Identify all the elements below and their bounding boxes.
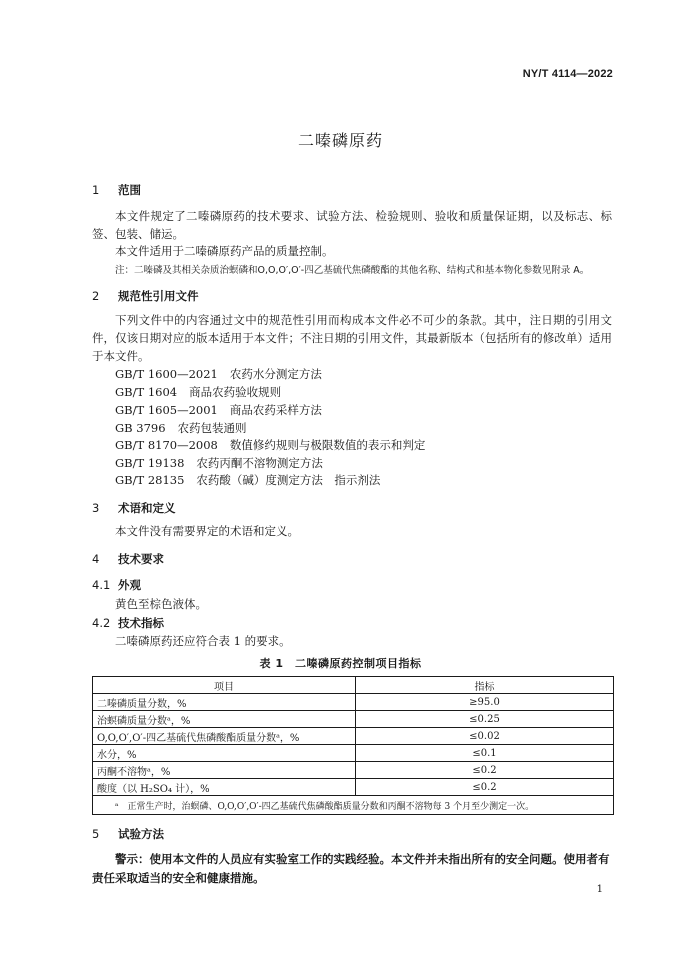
safety-warning: 警示：使用本文件的人员应有实验室工作的实践经验。本文件并未指出所有的安全问题。使用者有责任采取适当的安全和健康措施。: [92, 852, 610, 885]
document-title: 二嗪磷原药: [297, 131, 383, 150]
row-value: ≤0.1: [356, 745, 614, 762]
section-5-heading: [92, 826, 164, 842]
reference-item: [115, 455, 323, 471]
row-item: 治螟磷质量分数ᵃ，%: [93, 711, 356, 728]
section-title: 规范性引用文件: [118, 289, 199, 303]
spec-table: [92, 676, 614, 815]
section-number: 3: [92, 501, 100, 515]
reference-item: [115, 437, 425, 453]
table-row: [93, 779, 614, 796]
section-number: 4: [92, 552, 100, 566]
page-number: 1: [596, 884, 603, 895]
row-value: ≤0.25: [356, 711, 614, 728]
table-footnote: ᵃ 正常生产时，治螟磷、O,O,O′,O′-四乙基硫代焦磷酸酯质量分数和丙酮不溶物每 3 个月至少测定一次。: [93, 796, 614, 815]
section-4-1-heading: [92, 577, 141, 593]
row-item: 酸度（以 H₂SO₄ 计），%: [93, 779, 356, 796]
reference-code: GB/T 1604: [115, 385, 178, 399]
table-row: [93, 728, 614, 745]
section-number: 1: [92, 183, 100, 197]
appearance-paragraph: 黄色至棕色液体。: [115, 597, 207, 611]
row-value: ≥95.0: [356, 694, 614, 711]
section-number: 2: [92, 289, 100, 303]
section-title: 试验方法: [118, 827, 164, 841]
reference-code: GB/T 28135: [115, 473, 185, 487]
section-title: 范围: [118, 183, 141, 197]
section-2-heading: [92, 288, 199, 304]
reference-code: GB/T 19138: [115, 456, 185, 470]
reference-item: [115, 384, 281, 400]
section-number: 5: [92, 827, 100, 841]
reference-code: GB/T 1605—2001: [115, 403, 218, 417]
scope-paragraph-1: 本文件规定了二嗪磷原药的技术要求、试验方法、检验规则、验收和质量保证期，以及标志、标签、包装、储运。: [92, 209, 612, 241]
row-item: 二嗪磷质量分数，%: [93, 694, 356, 711]
reference-name: 农药水分测定方法: [229, 367, 322, 381]
reference-item: [115, 366, 322, 382]
table-row: [93, 745, 614, 762]
table-title: 表 1 二嗪磷原药控制项目指标: [259, 657, 422, 670]
references-intro: 下列文件中的内容通过文中的规范性引用而构成本文件必不可少的条款。其中，注日期的引用文件，仅该日期对应的版本适用于本文件；不注日期的引用文件，其最新版本（包括所有的修改单）适用于本文件。: [92, 313, 612, 363]
table-footnote-row: [93, 796, 614, 815]
reference-name: 农药包装通则: [177, 421, 247, 435]
row-value: ≤0.2: [356, 779, 614, 796]
section-title: 技术指标: [118, 616, 164, 630]
table-row: [93, 711, 614, 728]
specs-paragraph: 二嗪磷原药还应符合表 1 的要求。: [115, 634, 291, 648]
row-item: O,O,O′,O′-四乙基硫代焦磷酸酯质量分数ᵃ，%: [93, 728, 356, 745]
row-item: 水分，%: [93, 745, 356, 762]
reference-code: GB/T 1600—2021: [115, 367, 218, 381]
section-4-2-heading: [92, 615, 164, 631]
reference-name: 商品农药验收规则: [189, 385, 282, 399]
section-title: 技术要求: [118, 552, 164, 566]
scope-paragraph-2: 本文件适用于二嗪磷原药产品的质量控制。: [115, 244, 334, 258]
row-item: 丙酮不溶物ᵃ，%: [93, 762, 356, 779]
table-row: [93, 694, 614, 711]
reference-item: [115, 402, 322, 418]
section-number: 4.1: [92, 578, 111, 592]
standard-code: NY/T 4114—2022: [522, 68, 613, 80]
column-header-item: 项目: [93, 677, 356, 694]
section-title: 术语和定义: [118, 501, 176, 515]
reference-code: GB/T 8170—2008: [115, 438, 218, 452]
reference-name: 农药酸（碱）度测定方法 指示剂法: [196, 473, 381, 487]
section-1-heading: [92, 182, 141, 198]
section-number: 4.2: [92, 616, 111, 630]
reference-item: [115, 420, 247, 436]
reference-item: [115, 472, 380, 488]
table-header-row: [93, 677, 614, 694]
reference-name: 商品农药采样方法: [229, 403, 322, 417]
section-title: 外观: [118, 578, 141, 592]
section-3-heading: [92, 500, 176, 516]
scope-note: 注：二嗪磷及其相关杂质治螟磷和O,O,O′,O′-四乙基硫代焦磷酸酯的其他名称、结构式和基本物化参数见附录 A。: [115, 265, 590, 276]
section-4-heading: [92, 551, 164, 567]
terms-paragraph: 本文件没有需要界定的术语和定义。: [115, 524, 299, 538]
table-row: [93, 762, 614, 779]
column-header-value: 指标: [356, 677, 614, 694]
row-value: ≤0.02: [356, 728, 614, 745]
row-value: ≤0.2: [356, 762, 614, 779]
reference-name: 农药丙酮不溶物测定方法: [196, 456, 323, 470]
reference-name: 数值修约规则与极限数值的表示和判定: [229, 438, 426, 452]
reference-code: GB 3796: [115, 421, 166, 435]
